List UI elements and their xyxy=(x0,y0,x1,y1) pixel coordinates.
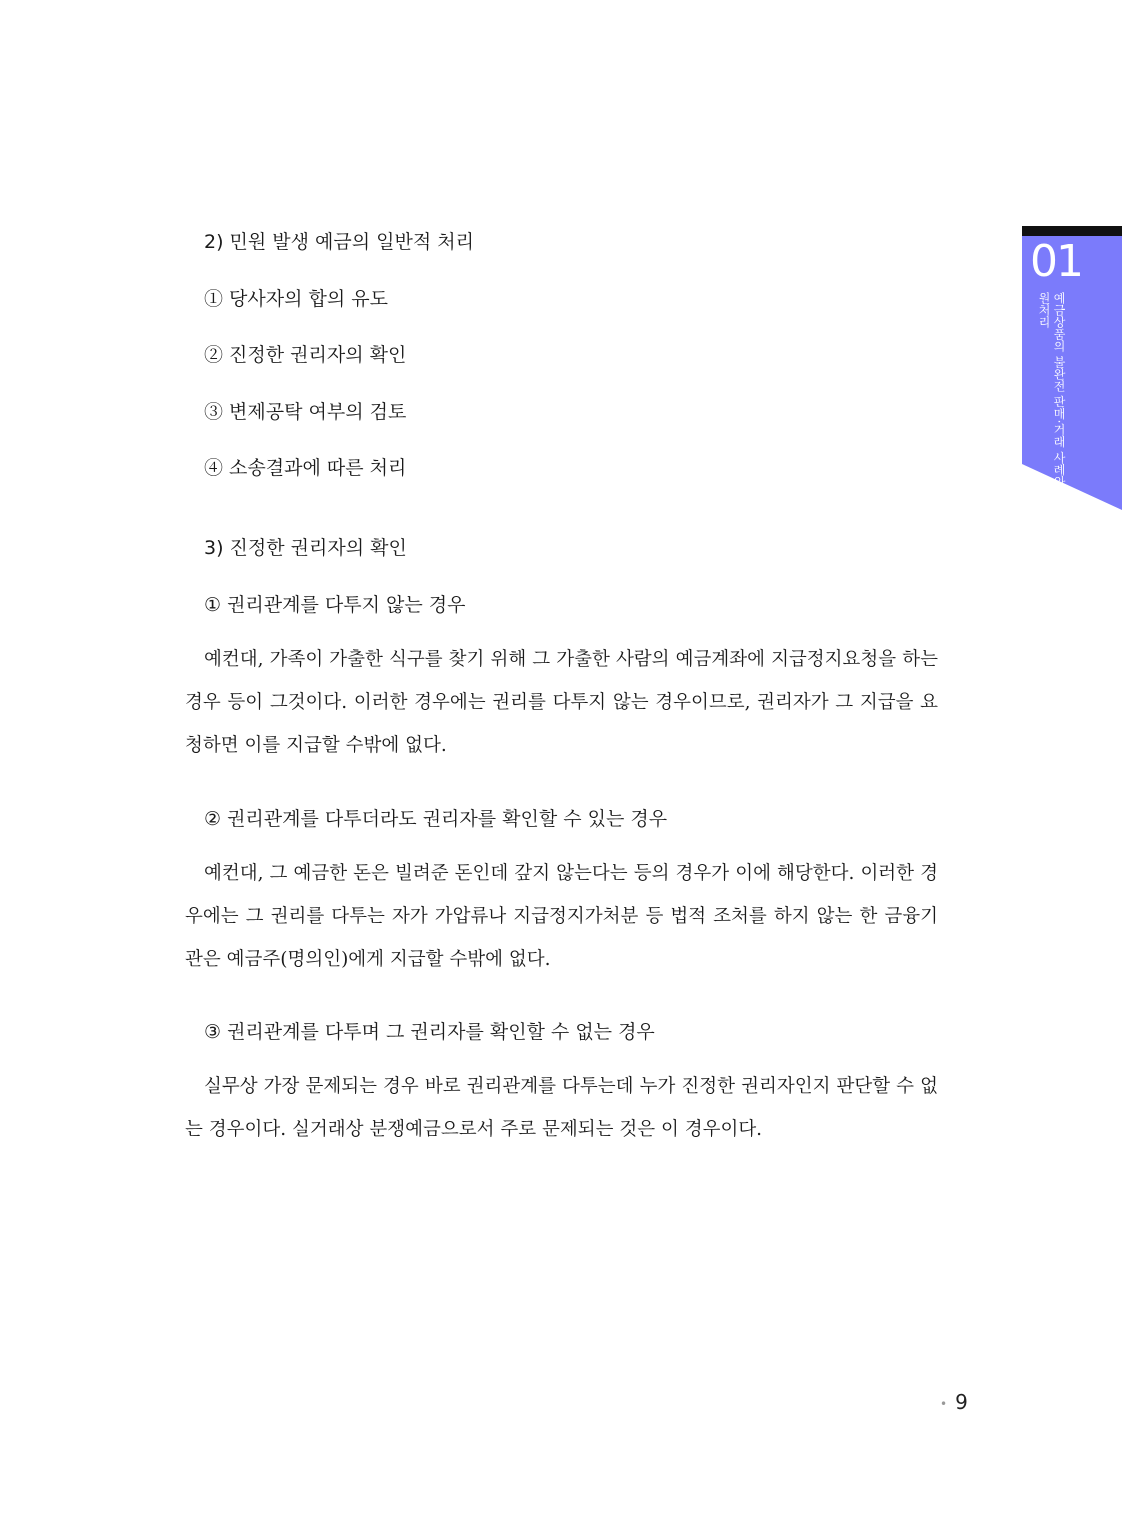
section-3-sub-1-body: 예컨대, 가족이 가출한 식구를 찾기 위해 그 가출한 사람의 예금계좌에 지급정지요청을 하는 경우 등이 그것이다. 이러한 경우에는 권리를 다투지 않는 경우이므로, 권리자가 그 지급을 요청하면 이를 지급할 수밖에 없다. xyxy=(185,649,938,756)
section-2-item-4: ④ 소송결과에 따른 처리 xyxy=(204,457,407,479)
section-2-item-3: ③ 변제공탁 여부의 검토 xyxy=(204,401,407,423)
chapter-side-tab xyxy=(1022,226,1122,512)
chapter-title: 예금상품의 불완전 판매·거래 사례와 민원처리 xyxy=(1037,292,1066,504)
section-3-heading: 3) 진정한 권리자의 확인 xyxy=(204,537,407,559)
section-2-item-1: ① 당사자의 합의 유도 xyxy=(204,288,388,310)
section-2-heading: 2) 민원 발생 예금의 일반적 처리 xyxy=(204,231,474,253)
page-number-bullet: • xyxy=(940,1396,948,1411)
section-3-sub-2-body: 예컨대, 그 예금한 돈은 빌려준 돈인데 갚지 않는다는 등의 경우가 이에 해당한다. 이러한 경우에는 그 권리를 다투는 자가 가압류나 지급정지가처분 등 법적 조처를 하지 않는 한 금융기관은 예금주(명의인)에게 지급할 수밖에 없다. xyxy=(185,863,938,970)
section-3-sub-1-heading: ① 권리관계를 다투지 않는 경우 xyxy=(204,594,466,616)
page-number xyxy=(940,1390,968,1414)
section-3-sub-3-heading: ③ 권리관계를 다투며 그 권리자를 확인할 수 없는 경우 xyxy=(204,1021,655,1043)
chapter-tab-top-bar xyxy=(1022,226,1122,236)
page-number-value: 9 xyxy=(955,1390,968,1414)
chapter-number: 01 xyxy=(1030,236,1082,287)
section-2-item-2: ② 진정한 권리자의 확인 xyxy=(204,344,407,366)
section-3-sub-2-heading: ② 권리관계를 다투더라도 권리자를 확인할 수 있는 경우 xyxy=(204,808,668,830)
section-3-sub-3-body: 실무상 가장 문제되는 경우 바로 권리관계를 다투는데 누가 진정한 권리자인지 판단할 수 없는 경우이다. 실거래상 분쟁예금으로서 주로 문제되는 것은 이 경우이다. xyxy=(185,1076,938,1140)
